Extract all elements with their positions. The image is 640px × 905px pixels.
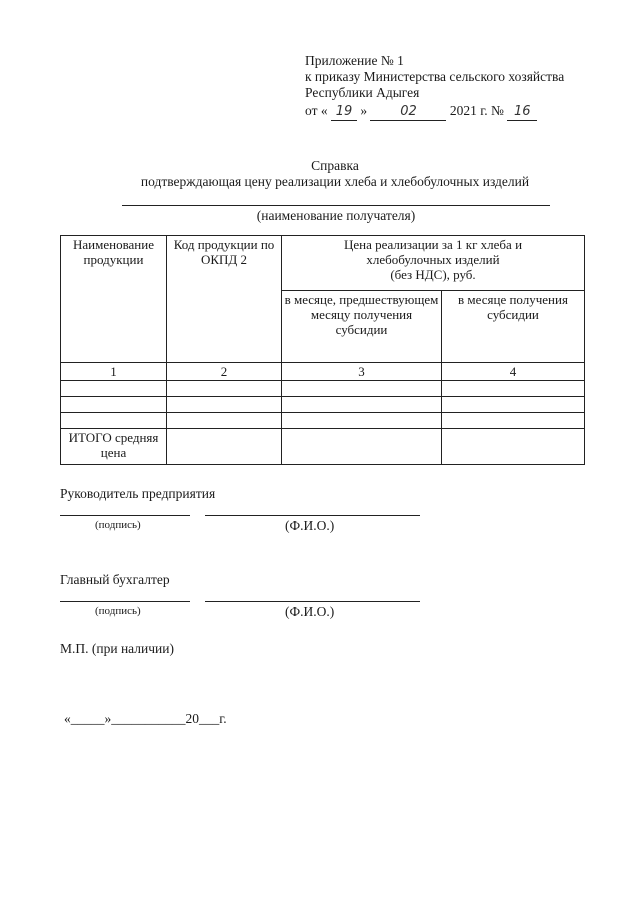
column-number-3: 3 [282,363,442,381]
date-day: 19 [331,104,357,121]
recipient-caption: (наименование получателя) [256,208,416,223]
head-fio-caption: (Ф.И.О.) [285,518,335,533]
column-number-4: 4 [442,363,585,381]
head-label: Руководитель предприятия [60,486,216,501]
recipient-line [122,205,550,206]
document-subtitle: подтверждающая цену реализации хлеба и хлебобулочных изделий [140,174,530,189]
empty-cell [282,381,442,397]
accountant-signature-line [60,601,190,602]
table-row [61,413,585,429]
empty-cell [282,413,442,429]
empty-cell [167,397,282,413]
table-row [61,397,585,413]
header-price [282,236,585,291]
empty-cell [61,397,167,413]
empty-cell [442,413,585,429]
empty-cell [167,429,282,465]
stamp-label: М.П. (при наличии) [60,641,174,656]
appendix-republic-line: Республики Адыгея [305,85,420,100]
empty-cell [282,429,442,465]
empty-cell [442,429,585,465]
header-product-code: Код продукции по ОКПД 2 [167,236,282,363]
order-number: 16 [507,104,537,121]
accountant-signature-caption: (подпись) [95,605,141,617]
header-product-name: Наименование продукции [61,236,167,363]
date-year: 2021 г. № [449,103,504,118]
table-row [61,381,585,397]
date-prefix: от « [305,103,328,118]
accountant-fio-line [205,601,420,602]
empty-cell [167,381,282,397]
header-previous-month: в месяце, предшествующем месяцу получения субсидии [282,291,442,363]
date-month: 02 [370,104,446,121]
empty-cell [282,397,442,413]
empty-cell [61,381,167,397]
date-line [305,103,537,121]
accountant-fio-caption: (Ф.И.О.) [285,604,335,619]
column-number-2: 2 [167,363,282,381]
document-title: Справка [311,158,359,173]
total-label: ИТОГО средняя цена [61,429,167,465]
date-footer: «_____»___________20___г. [64,711,227,726]
appendix-title: Приложение № 1 [305,53,404,68]
head-fio-line [205,515,420,516]
empty-cell [167,413,282,429]
header-price-line1: Цена реализации за 1 кг хлеба и [343,237,523,252]
appendix-order-line: к приказу Министерства сельского хозяйства [305,69,565,84]
empty-cell [442,397,585,413]
header-price-line3: (без НДС), руб. [390,267,476,282]
accountant-label: Главный бухгалтер [60,572,170,587]
head-signature-line [60,515,190,516]
head-signature-caption: (подпись) [95,519,141,531]
price-table [60,235,585,465]
header-price-line2: хлебобулочных изделий [366,252,500,267]
column-number-1: 1 [61,363,167,381]
total-row [61,429,585,465]
date-quote-close: » [360,103,368,118]
empty-cell [61,413,167,429]
header-current-month: в месяце получения субсидии [442,291,585,363]
empty-cell [442,381,585,397]
